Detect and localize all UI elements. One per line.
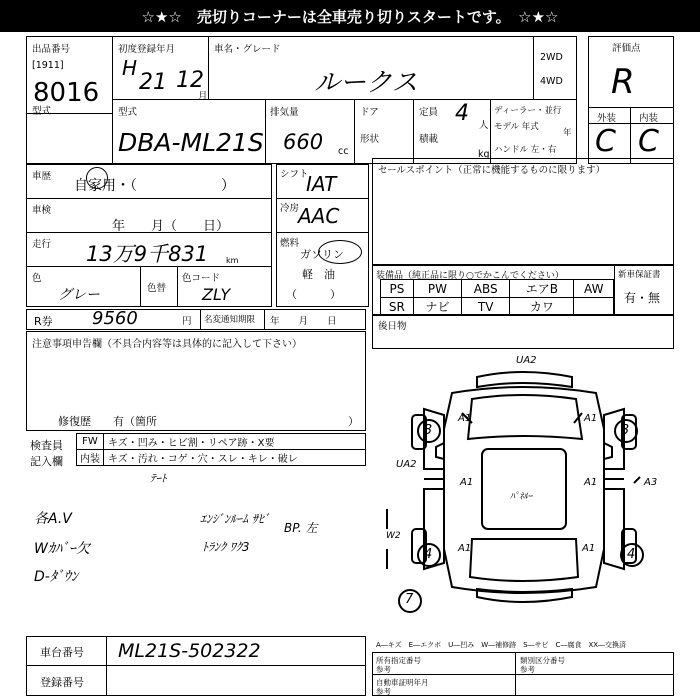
diag-label-roof: ﾊﾟﾈﾙｰ <box>510 492 533 502</box>
name-label: 車名・グレード <box>214 44 281 55</box>
eq-ps: PS <box>381 280 414 298</box>
diag-label-3-right: 3 <box>621 423 630 438</box>
inspector-row1: キズ・凹み・ヒビ割・リペア跡・X要 <box>104 434 366 450</box>
capacity-value: 4 <box>455 101 469 126</box>
hand-note-7: D-ﾀﾞｳﾝ <box>34 569 78 585</box>
equipment-label: 装備品（純正品に限り○でかこんでください） <box>376 271 564 281</box>
newcar-value: 有・無 <box>624 291 661 305</box>
diag-label-a1-hood-right: A1 <box>584 413 598 424</box>
recycle-unit: 円 <box>182 316 192 327</box>
diag-label-ua2-left: UA2 <box>396 459 417 470</box>
diag-label-ua2-top: UA2 <box>516 355 537 366</box>
dealer-handle: ハンドル 左・右 <box>494 145 557 155</box>
displacement-value: 660 <box>283 130 324 154</box>
inspector-label1: 検査員 <box>30 439 63 452</box>
inspector-table <box>76 433 366 466</box>
inspector-interior: 内装 <box>77 450 104 466</box>
bottom-b2: 類別区分番号 <box>520 656 565 665</box>
interior-value: C <box>638 124 659 159</box>
model-label: 型式 <box>32 106 52 117</box>
doors-shape: 形状 <box>360 134 380 145</box>
diag-label-a1-rear-left: A1 <box>458 543 472 554</box>
mileage-label: 走行 <box>32 239 52 250</box>
eq-tv: TV <box>462 298 510 316</box>
notes-repair-end: ） <box>348 415 359 428</box>
interior-label: 内装 <box>639 113 659 124</box>
diag-label-a3: A3 <box>644 477 658 488</box>
usage-circle <box>86 167 108 189</box>
displacement-unit: cc <box>338 146 349 157</box>
lot-label: 出品番号 <box>32 44 71 55</box>
dealer-model-year: モデル 年式 <box>494 122 539 132</box>
reg-label: 初度登録年月 <box>118 44 176 55</box>
hand-note-1: ﾃｰﾄ <box>150 472 167 485</box>
shift-label: シフト <box>280 169 309 180</box>
notes-repair: 修復歴 有（箇所 <box>58 415 157 428</box>
model-value: DBA-ML21S <box>118 128 264 157</box>
capacity-unit: 人 <box>479 120 489 131</box>
lot-sub: [1911] <box>32 60 64 71</box>
recycle-label: R券 <box>34 315 53 328</box>
shift-value: IAT <box>306 172 337 196</box>
doors-kg: kg <box>478 149 490 160</box>
eq-empty <box>574 298 614 316</box>
chassis-value: ML21S-502322 <box>118 640 261 662</box>
ac-label: 冷房 <box>280 203 300 214</box>
name-value: ルークス <box>314 68 418 98</box>
eq-airbag: エアB <box>510 280 574 298</box>
fuel-gas: ガソリン <box>300 248 344 261</box>
bottom-b4: 参考 <box>520 665 535 674</box>
exterior-value: C <box>595 124 616 159</box>
bottom-b5: 自動車証明年月 <box>376 678 429 687</box>
diag-label-7: 7 <box>405 592 414 607</box>
color-change-label: 色替 <box>147 283 167 294</box>
usage-label: 車歴 <box>32 171 52 182</box>
diag-label-a1-hood-left: A1 <box>458 413 472 424</box>
later-box <box>372 315 674 349</box>
capacity-label: 定員 <box>419 107 439 118</box>
usage-value: 自家用・（ ） <box>74 178 235 194</box>
inspection-label: 車検 <box>32 205 52 216</box>
hand-note-6: ﾄﾗﾝｸ ﾜｸ3 <box>202 540 250 554</box>
grade-value: R <box>611 62 635 102</box>
lot-number: 8016 <box>33 78 100 108</box>
recycle-value: 9560 <box>92 308 138 329</box>
inspector-row2: キズ・汚れ・コゲ・穴・スレ・キレ・破レ <box>104 450 366 466</box>
fuel-gas-circle <box>318 240 362 264</box>
doors-body: 積載 <box>419 134 439 145</box>
eq-pw: PW <box>413 280 461 298</box>
fuel-other: （ ） <box>286 288 341 301</box>
diag-label-a1-rear-right: A1 <box>582 543 596 554</box>
drive-4wd: 4WD <box>540 76 563 87</box>
car-damage-diagram <box>372 349 674 631</box>
dealer-label: ディーラー・並行 <box>494 106 562 116</box>
eq-sr: SR <box>381 298 414 316</box>
banner: ☆★☆ 売切りコーナーは全車売り切りスタートです。 ☆★☆ <box>0 0 700 32</box>
hand-note-3: ｴﾝｼﾞﾝﾙｰﾑ ｻﾋﾞ <box>200 512 270 526</box>
eq-leather: カワ <box>510 298 574 316</box>
reg-year: 21 <box>139 70 167 95</box>
color-code: ZLY <box>202 285 231 304</box>
color-label: 色 <box>32 273 42 284</box>
fuel-label: 燃料 <box>280 238 300 249</box>
notes-label: 注意事項申告欄（不具合内容等は具体的に記入して下さい） <box>32 339 302 350</box>
bottom-b1: 所有指定番号 <box>376 656 421 665</box>
inspector-fw: FW <box>77 434 104 450</box>
diag-label-3-left: 3 <box>424 423 433 438</box>
bottom-b3: 参考 <box>376 665 391 674</box>
exterior-label: 外装 <box>597 113 617 124</box>
reg-era: H <box>122 56 138 80</box>
grade-label: 評価点 <box>612 43 641 54</box>
reg-month: 12 <box>176 68 204 93</box>
mileage-value: 13万9千831 <box>86 242 209 266</box>
dealer-year-unit: 年 <box>563 128 572 138</box>
mileage-unit: km <box>226 256 239 265</box>
fuel-diesel: 軽 油 <box>302 268 335 281</box>
sales-label: セールスポイント（正常に機能するものに限ります） <box>378 165 606 176</box>
hand-note-2: 各A.V <box>34 511 72 527</box>
drive-box <box>533 36 577 100</box>
bottom-b6: 参考 <box>376 687 391 696</box>
hand-note-4: BP. 左 <box>284 521 318 535</box>
diag-label-4-right: 4 <box>627 547 636 562</box>
chassis-label: 車台番号 <box>40 646 84 659</box>
model-label-2: 型式 <box>118 107 138 118</box>
eq-navi: ナビ <box>413 298 461 316</box>
doors-label: ドア <box>360 107 379 118</box>
recycle-notice: 名変通知期限 <box>204 315 256 325</box>
color-value: グレー <box>58 287 100 303</box>
ac-value: AAC <box>298 204 340 228</box>
later-label: 後日物 <box>378 321 407 332</box>
diag-label-a1-right: A1 <box>584 477 598 488</box>
reg-month-unit: 月 <box>198 91 208 102</box>
inspector-label2: 記入欄 <box>30 455 63 468</box>
diag-label-a1-left: A1 <box>460 477 474 488</box>
inspection-text: 年 月（ 日） <box>112 219 230 234</box>
eq-aw: AW <box>574 280 614 298</box>
diag-label-w2: W2 <box>386 531 401 541</box>
registration-label: 登録番号 <box>40 676 84 689</box>
recycle-notice-text: 年 月 日 <box>270 316 337 327</box>
eq-abs: ABS <box>462 280 510 298</box>
diag-label-4-left: 4 <box>424 547 433 562</box>
drive-2wd: 2WD <box>540 52 563 63</box>
equipment-table <box>380 279 614 316</box>
displacement-label: 排気量 <box>270 107 299 118</box>
color-code-label: 色コード <box>182 273 221 284</box>
newcar-label: 新車保証書 <box>618 270 661 280</box>
damage-legend: A―キズ E―エクボ U―凹み W―補修跡 S―サビ C―腐食 XX―交換済 <box>376 641 627 649</box>
hand-note-5: Wｶﾊﾞｰ欠 <box>34 541 90 557</box>
